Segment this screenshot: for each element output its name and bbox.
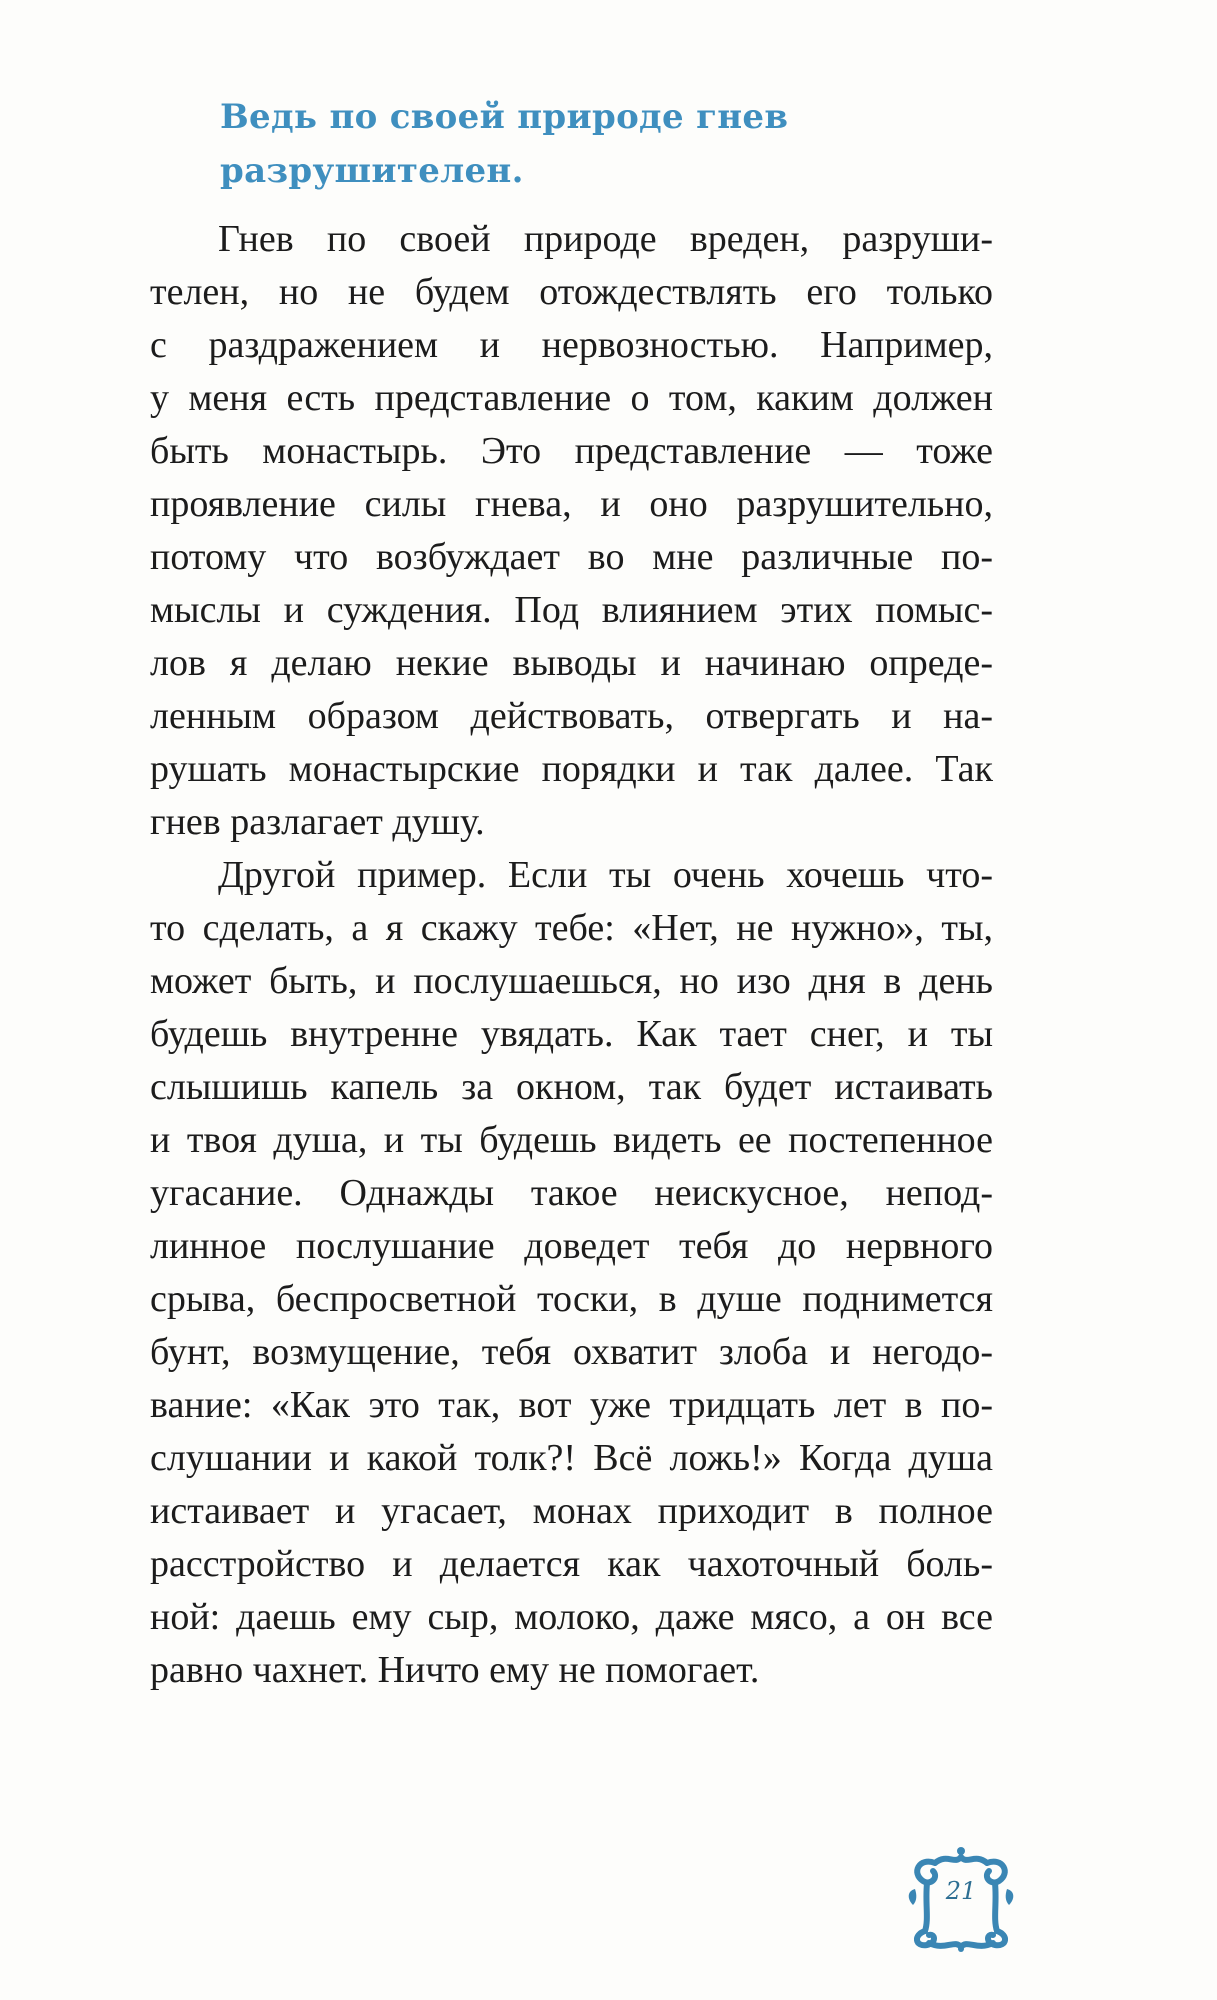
text-line: расстройство и делается как чахоточный боль- [150,1543,993,1585]
text-line: мыслы и суждения. Под влиянием этих помыс- [150,589,993,631]
text-line: рушать монастырские порядки и так далее. Так [150,748,993,790]
section-heading [220,90,1020,198]
text-line: лов я делаю некие выводы и начинаю опреде- [150,642,993,684]
text-line: слышишь капель за окном, так будет истаивать [150,1066,993,1108]
page-number: 21 [945,1877,977,1905]
text-line: будешь внутренне увядать. Как тает снег, и ты [150,1013,993,1055]
heading-line: разрушителен. [220,151,524,191]
text-line: и твоя душа, и ты будешь видеть ее постепенное [150,1119,993,1161]
text-line: ленным образом действовать, отвергать и на- [150,695,993,737]
text-line: с раздражением и нервозностью. Например, [150,324,993,366]
text-line: у меня есть представление о том, каким должен [150,377,993,419]
body-text [150,213,993,1697]
text-line: Гнев по своей природе вреден, разруши- [218,218,993,260]
text-line: потому что возбуждает во мне различные по- [150,536,993,578]
text-line: слушании и какой толк?! Всё ложь!» Когда душа [150,1437,993,1479]
text-line: угасание. Однажды такое неискусное, непод- [150,1172,993,1214]
text-line: бунт, возмущение, тебя охватит злоба и негодо- [150,1331,993,1373]
heading-line: Ведь по своей природе гнев [220,97,789,137]
text-line: быть монастырь. Это представление — тоже [150,430,993,472]
text-line: то сделать, а я скажу тебе: «Нет, не нужно», ты, [150,907,993,949]
text-line: Другой пример. Если ты очень хочешь что- [218,854,993,896]
paragraph [150,849,993,1697]
text-line: равно чахнет. Ничто ему не помогает. [150,1649,760,1691]
text-line: ной: даешь ему сыр, молоко, даже мясо, а он все [150,1596,993,1638]
text-line: вание: «Как это так, вот уже тридцать лет в по- [150,1384,993,1426]
text-line: срыва, беспросветной тоски, в душе поднимется [150,1278,993,1320]
text-line: может быть, и послушаешься, но изо дня в день [150,960,993,1002]
text-line: телен, но не будем отождествлять его только [150,271,993,313]
text-line: проявление силы гнева, и оно разрушительно, [150,483,993,525]
text-line: линное послушание доведет тебя до нервного [150,1225,993,1267]
paragraph [150,213,993,849]
text-line: гнев разлагает душу. [150,801,485,843]
text-line: истаивает и угасает, монах приходит в полное [150,1490,993,1532]
